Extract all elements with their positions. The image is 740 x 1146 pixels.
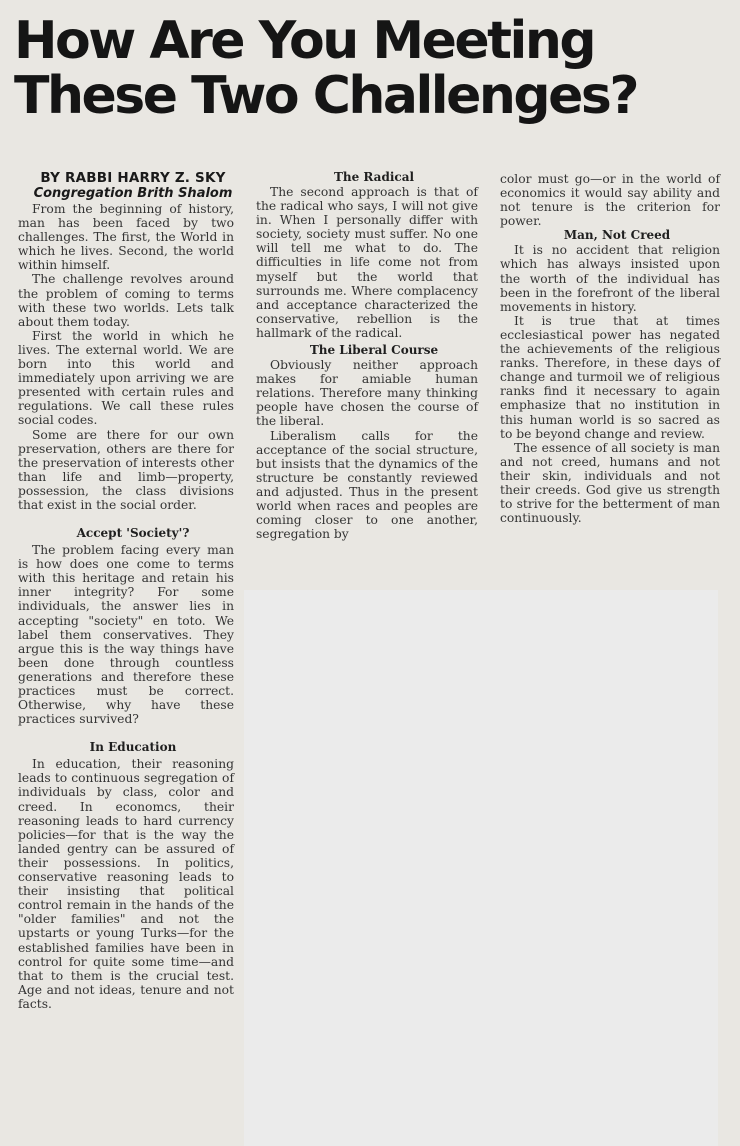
paragraph: The second approach is that of the radical who says, I will not give in. When I personally differ with society, society must suffer. No one will tell me what to do. The difficulties in life come not from myself but the world that surrounds me. Where complacency and acceptance characterized the conservative, rebellion is the hallmark of the radical. — [256, 185, 478, 340]
subheading-the-liberal-course: The Liberal Course — [309, 343, 439, 358]
paragraph: From the beginning of history, man has been faced by two challenges. The first, the World in which he lives. Second, the world within himself. — [18, 202, 234, 273]
paragraph: The challenge revolves around the problem of coming to terms with these two worlds. Lets talk about them today. — [18, 272, 234, 329]
subheading-in-education: In Education — [89, 740, 177, 755]
paragraph: Obviously neither approach makes for amiable human relations. Therefore many thinking people have chosen the course of the liberal. — [256, 358, 478, 429]
paragraph: Some are there for our own preservation, others are there for the preservation of interests other than life and limb—property, possession, the class divisions that exist in the social order. — [18, 427, 234, 512]
headline-line-1: How Are You Meeting — [14, 11, 595, 71]
paragraph: The problem facing every man is how does one come to terms with this heritage and retain his inner integrity? For some individuals, the answer lies in accepting "society" en toto. We label them conservatives. They argue this is the way things have been done through countless generations and therefore these practices must be correct. Otherwise, why have these practices survived? — [18, 543, 234, 727]
paragraph: color must go—or in the world of economics it would say ability and not tenure is the criterion for power. — [500, 172, 720, 229]
subheading-the-radical: The Radical — [333, 170, 415, 184]
column-3 — [500, 172, 720, 525]
paragraph: It is true that at times ecclesiastical power has negated the achievements of the religious ranks. Therefore, in these days of change and turmoil we of religious ranks find it necessary to again emphasize that no institution in this human world is so sacred as to be beyond change and review. — [500, 313, 720, 441]
subheading-man-not-creed: Man, Not Creed — [563, 228, 671, 243]
byline: BY RABBI HARRY Z. SKY — [40, 170, 226, 186]
headline-line-2: These Two Challenges? — [14, 66, 638, 126]
paragraph: First the world in which he lives. The external world. We are born into this world and immediately upon arriving we are presented with certain rules and regulations. We call these rules social codes. — [18, 328, 234, 428]
affiliation: Congregation Brith Shalom — [33, 186, 233, 201]
paragraph: It is no accident that religion which has always insisted upon the worth of the individual has been in the forefront of the liberal movements in history. — [500, 243, 720, 314]
blank-area — [244, 590, 718, 1146]
column-2 — [256, 170, 478, 541]
column-1 — [18, 170, 234, 1011]
headline — [14, 11, 726, 126]
paragraph: In education, their reasoning leads to continuous segregation of individuals by class, color and creed. In economcs, their reasoning leads to hard currency policies—for that is the way the landed gentry can be assured of their possessions. In politics, conservative reasoning leads to their insisting that political control remain in the hands of the "older families" and not the upstarts or young Turks—for the established families have been in control for quite some time—and that to them is the crucial test. Age and not ideas, tenure and not facts. — [18, 757, 234, 1011]
paragraph: Liberalism calls for the acceptance of the social structure, but insists that the dynamics of the structure be constantly reviewed and adjusted. Thus in the present world when races and peoples are coming closer to one another, segregation by — [256, 428, 478, 542]
paragraph: The essence of all society is man and not creed, humans and not their skin, individuals and not their creeds. God give us strength to strive for the betterment of man continuously. — [500, 440, 720, 526]
subheading-accept-society: Accept 'Society'? — [76, 526, 190, 541]
